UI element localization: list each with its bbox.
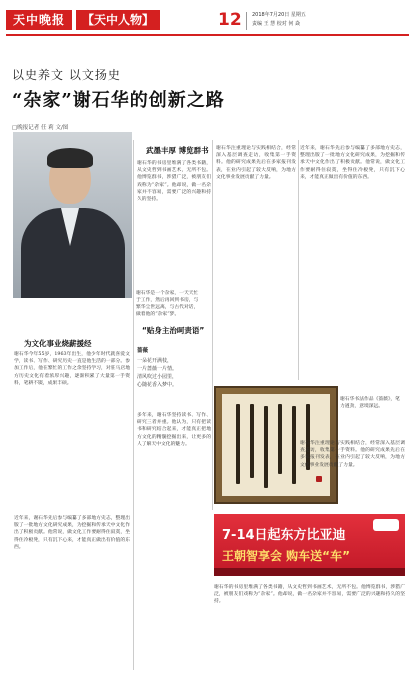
ad-headline: 7-14日起东方比亚迪 [222,528,346,543]
ink-stroke [250,404,254,478]
article-paragraph-5: 多年来，谢石华坚持读书、写作、研究三者并重。他认为，只有把读书和研究结合起来，才能真正把地方文化的精髓挖掘出来，让更多的人了解天中文化的魅力。 [137,413,211,447]
editor-credit: 责编 王 慧 校对 何 焱 [252,21,300,27]
section-heading-2: 武墨丰厚 博览群书 [146,146,209,155]
section-heading-3: “贴身主治呵责语” [142,326,205,335]
ink-stroke [278,404,282,474]
advertisement-banner[interactable] [214,514,405,576]
photo-hair [47,148,93,168]
ink-stroke [292,406,296,484]
section-heading-1: 为文化事业烧薪援经 [24,339,92,348]
newspaper-logo: 天中晚报 [6,10,72,30]
page-number: 12 [218,10,242,30]
article-paragraph-7: 谢石华注重理论与实践相结合，经常深入基层调查走访，收集第一手资料。他的研究成果先后在多家报刊发表，在业内引起了较大反响，为地方文化事业发展贡献了力量。 [300,441,405,468]
photo-caption: 谢石华是一个杂家，一天天忙于工作，然后再回到书房，与繁华尘世远离，与古代对话，做着他的“杂家”梦。 [136,291,199,317]
ad-subheadline: 王朝智享会 购车送“车” [222,549,350,563]
calligraphy-caption: 谢石华书法作品《蔷薇》，笔力遒劲，意境深远。 [340,397,400,409]
poem-line: 清风吹过小园里， [137,374,178,380]
poem-line: 一片蔷薇一片情。 [137,366,178,372]
article-paragraph-3: 谢石华的书房里堆满了各类书籍，从文史哲到书画艺术，无所不包。他博览群书，涉猎广泛，被朋友们戏称为“杂家”。他却说，做一名杂家并不容易，需要广泛的兴趣和持久的坚持。 [137,161,211,203]
portrait-photo [13,132,132,298]
column-divider [212,140,213,510]
article-kicker: 以史养文 以文扬史 [12,68,121,82]
poem-title: 蔷薇 [137,348,149,354]
issue-date: 2018年7月20日 星期五 [252,12,306,18]
article-paragraph-1: 谢石华今年55岁，1963年出生，他少年时代就喜爱文学，读书、写作、研究历史一直是他生活的一部分。参加工作后，他在繁忙的工作之余坚持学习，对驻马店地方历史文化有着浓厚兴趣，逐渐积累了大量第一手资料，笔耕不辍，成果丰硕。 [14,352,130,386]
poem-line: 一朵花开满枝， [137,358,173,364]
article-paragraph-8: 谢石华的书房里堆满了各类书籍，从文史哲到书画艺术，无所不包。他博览群书，涉猎广泛，被朋友们戏称为“杂家”。他却说，做一名杂家并不容易，需要广泛的兴趣和持久的坚持。 [214,585,405,605]
ad-footer-strip [214,568,405,576]
ink-stroke [264,406,268,488]
column-divider [298,140,299,380]
poem-line: 心随花香入梦中。 [137,382,178,388]
masthead [6,6,409,36]
masthead-divider [246,12,247,30]
ink-stroke [236,404,240,484]
ad-brand-logo [373,519,399,531]
masthead-rule [6,34,409,36]
article-paragraph-4: 谢石华注重理论与实践相结合，经常深入基层调查走访，收集第一手资料。他的研究成果先后在多家报刊发表，在业内引起了较大反响，为地方文化事业发展贡献了力量。 [216,146,296,180]
article-byline: □晚报记者 任 莉 文/图 [12,125,69,131]
section-title: 【天中人物】 [76,10,160,30]
article-headline: “杂家”谢石华的创新之路 [12,90,225,111]
column-divider [133,140,134,670]
article-paragraph-2: 近年来，谢石华先后参与编纂了多部地方史志，整理出版了一批地方文化研究成果，为挖掘和传承天中文化作出了积极贡献。他常说，做文化工作要耐得住寂寞，坐得住冷板凳，只有沉下心来，才能真正做出有价值的东西。 [14,516,130,550]
article-paragraph-6: 近年来，谢石华先后参与编纂了多部地方史志，整理出版了一批地方文化研究成果，为挖掘和传承天中文化作出了积极贡献。他常说，做文化工作要耐得住寂寞，坐得住冷板凳，只有沉下心来，才能真正做出有价值的东西。 [300,146,405,180]
poem-block [137,346,211,406]
